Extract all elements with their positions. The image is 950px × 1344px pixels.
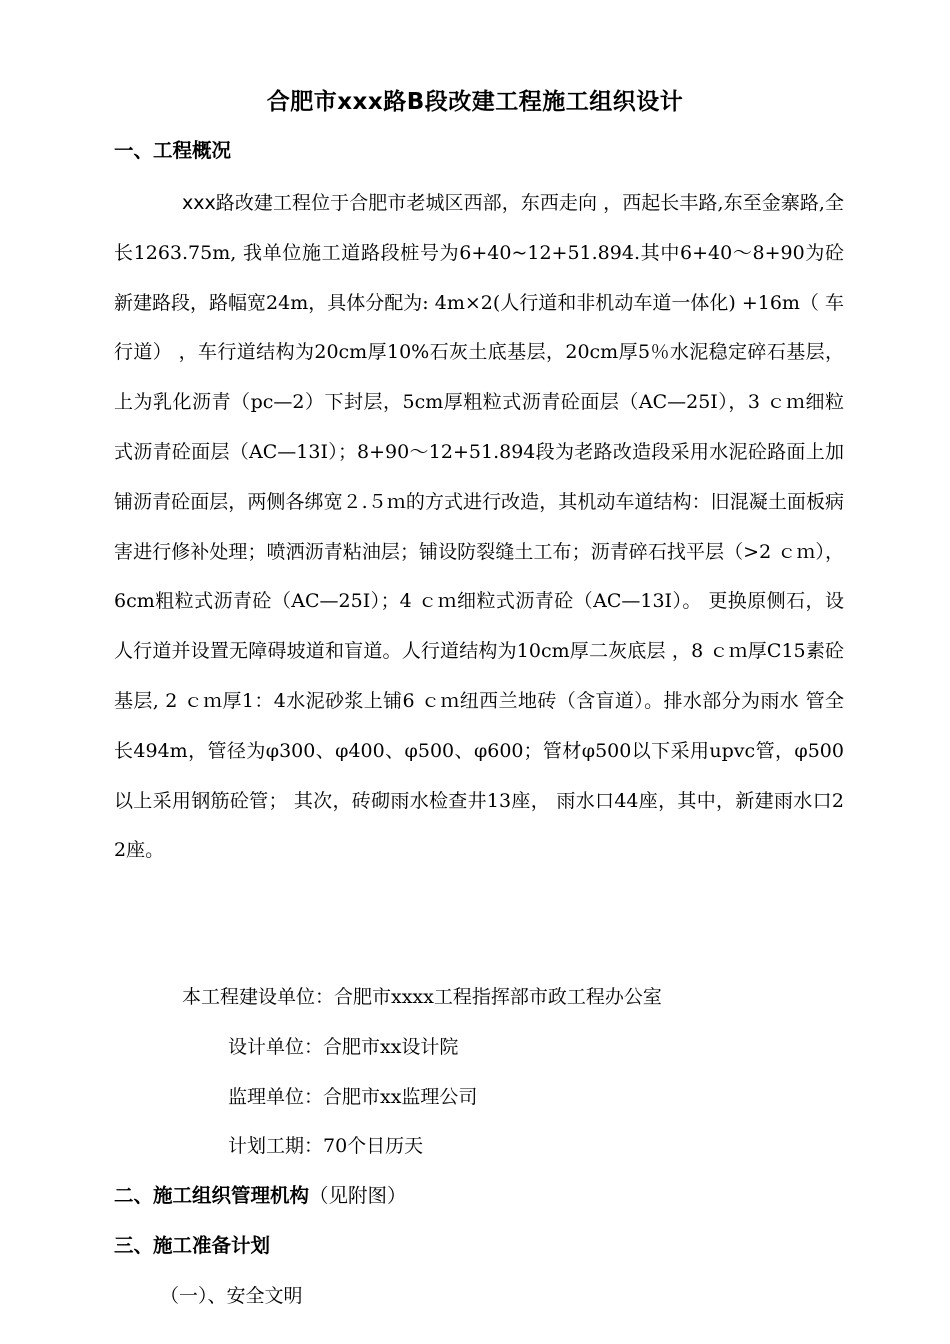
section-heading-management-note: （见附图） — [309, 1184, 407, 1207]
subsection-safety: （一）、安全文明 — [160, 1285, 303, 1307]
design-unit: 设计单位：合肥市xx设计院 — [228, 1036, 459, 1058]
project-name-lead: xxx路改建工程 — [182, 192, 312, 214]
section-heading-management-text: 二、施工组织管理机构 — [114, 1184, 310, 1207]
overview-paragraph — [114, 179, 844, 876]
section-heading-management — [114, 1181, 407, 1211]
planned-duration: 计划工期：70个日历天 — [228, 1135, 424, 1157]
section-heading-preparation: 三、施工准备计划 — [114, 1234, 271, 1257]
document-title: 合肥市xxx路B段改建工程施工组织设计 — [266, 89, 684, 115]
supervision-unit: 监理单位：合肥市xx监理公司 — [228, 1086, 478, 1108]
section-heading-overview: 一、工程概况 — [114, 139, 232, 162]
construction-owner: 本工程建设单位：合肥市xxxx工程指挥部市政工程办公室 — [182, 986, 662, 1008]
overview-body-text: 位于合肥市老城区西部，东西走向 ，西起长丰路,东至金寨路,全长1263.75m, 我单位施工道路段桩号为6+40~12+51.894.其中6+40～8+90为砼新建路段，路幅宽24m，具体分配为: 4m×2(人行道和非机动车道一体化) +16m（ 车行道） ，车行道结构为20cm厚10%石灰土底基层，20cm厚5％水泥稳定碎石基层，上为乳化沥青（pc—2）下封层，5cm厚粗粒式沥青砼面层（AC—25I），3 ｃｍ细粒式沥青砼面层（AC—13I）；8+90～12+51.894段为老路改造段采用水泥砼路面上加铺沥青砼面层，两侧各绑宽２.５ｍ的方式进行改造，其机动车道结构：旧混凝土面板病害进行修补处理；喷洒沥青粘油层；铺设防裂缝土工布；沥青碎石找平层（>2 ｃｍ），6cm粗粒式沥青砼（AC—25I）；4 ｃｍ细粒式沥青砼（AC—13I）。 更换原侧石，设人行道并设置无障碍坡道和盲道。人行道结构为10cm厚二灰底层 ，8 ｃｍ厚C15素砼基层, 2 ｃｍ厚1：4水泥砂浆上铺6 ｃｍ纽西兰地砖（含盲道）。排水部分为雨水 管全长494m，管径为φ300、φ400、φ500、φ600；管材φ500以下采用upvc管，φ500以上采用钢筋砼管； 其次，砖砌雨水检查井13座， 雨水口44座，其中，新建雨水口22座。 — [114, 192, 845, 862]
